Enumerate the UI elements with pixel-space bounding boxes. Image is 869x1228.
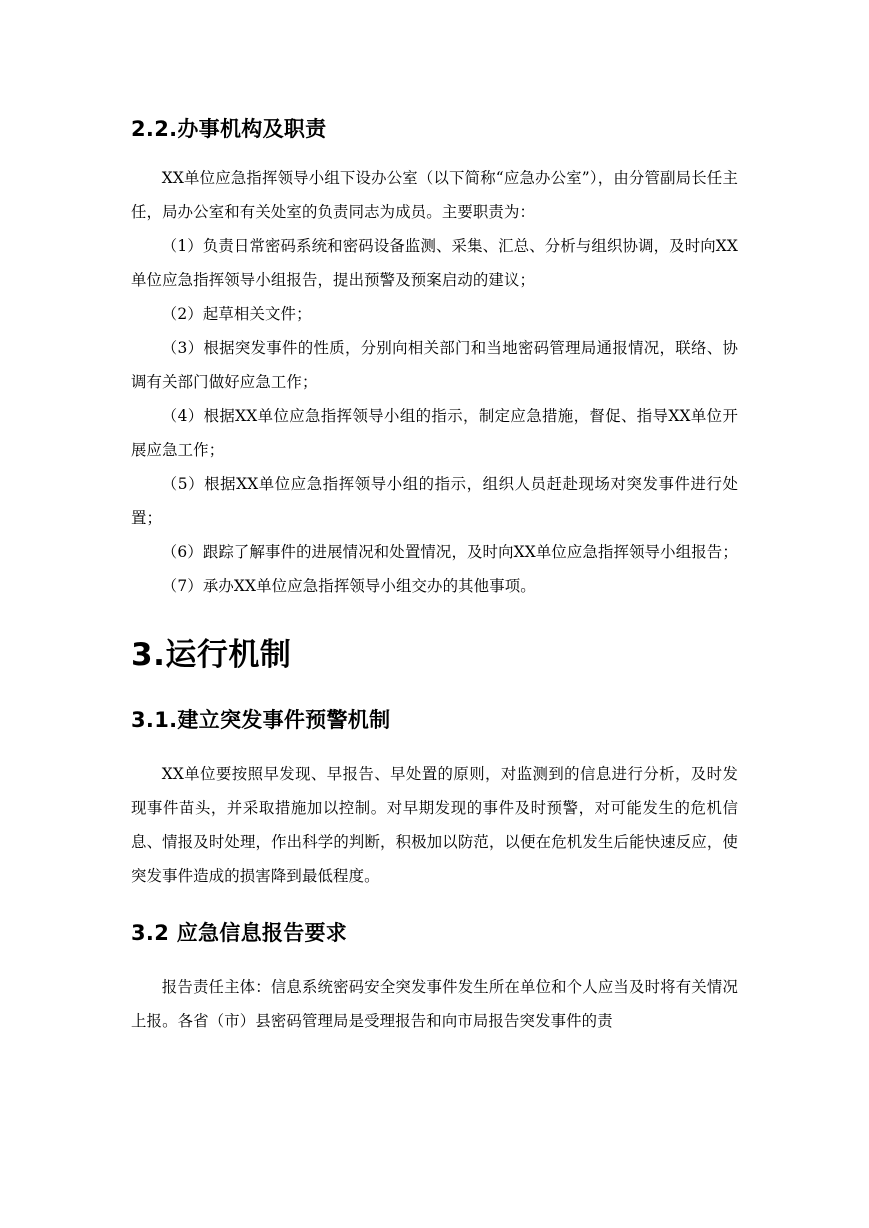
chapter-heading-3: 3.运行机制 bbox=[131, 637, 292, 673]
duty-item-6: （6）跟踪了解事件的进展情况和处置情况，及时向XX单位应急指挥领导小组报告； bbox=[161, 543, 738, 561]
duty-item-3: （3）根据突发事件的性质，分别向相关部门和当地密码管理局通报情况，联络、协调有关部门做好应急工作； bbox=[131, 339, 738, 391]
duty-item-4: （4）根据XX单位应急指挥领导小组的指示，制定应急措施，督促、指导XX单位开展应急工作； bbox=[131, 407, 738, 459]
duty-item-1: （1）负责日常密码系统和密码设备监测、采集、汇总、分析与组织协调，及时向XX单位应急指挥领导小组报告，提出预警及预案启动的建议； bbox=[131, 237, 738, 289]
section-heading-3-1: 3.1.建立突发事件预警机制 bbox=[131, 708, 391, 732]
section-3-1-body: XX单位要按照早发现、早报告、早处置的原则，对监测到的信息进行分析，及时发现事件苗头，并采取措施加以控制。对早期发现的事件及时预警，对可能发生的危机信息、情报及时处理，作出科学的判断，积极加以防范，以便在危机发生后能快速反应，使突发事件造成的损害降到最低程度。 bbox=[131, 765, 738, 885]
section-heading-2-2: 2.2.办事机构及职责 bbox=[131, 117, 327, 141]
duty-item-7: （7）承办XX单位应急指挥领导小组交办的其他事项。 bbox=[161, 577, 536, 595]
section-2-2-intro: XX单位应急指挥领导小组下设办公室（以下简称“应急办公室”），由分管副局长任主任，局办公室和有关处室的负责同志为成员。主要职责为： bbox=[131, 169, 738, 221]
page-content bbox=[131, 112, 738, 1038]
duty-item-5: （5）根据XX单位应急指挥领导小组的指示，组织人员赶赴现场对突发事件进行处置； bbox=[131, 475, 738, 527]
duty-item-2: （2）起草相关文件； bbox=[161, 305, 312, 323]
section-heading-3-2: 3.2 应急信息报告要求 bbox=[131, 921, 348, 945]
section-3-2-body: 报告责任主体：信息系统密码安全突发事件发生所在单位和个人应当及时将有关情况上报。各省（市）县密码管理局是受理报告和向市局报告突发事件的责 bbox=[131, 978, 738, 1030]
